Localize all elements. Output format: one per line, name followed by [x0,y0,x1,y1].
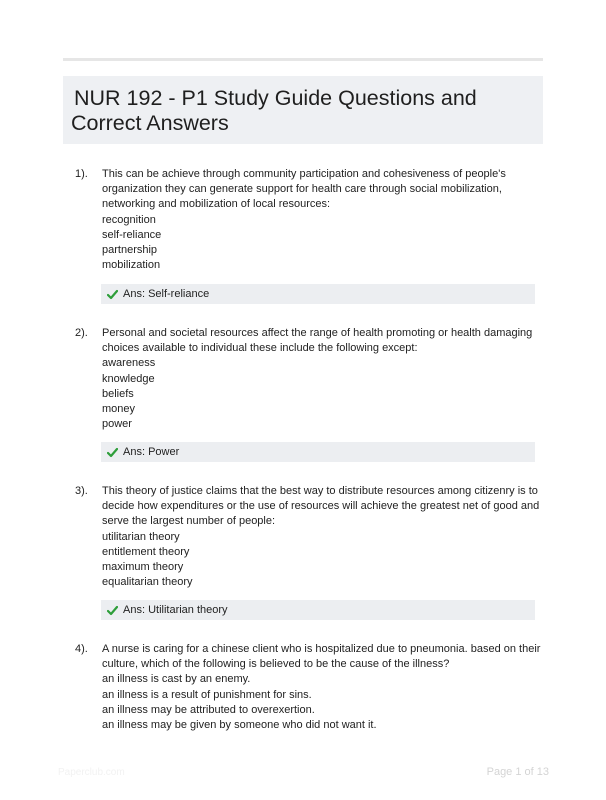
option: money [102,403,136,416]
option: partnership [102,244,158,257]
question-text: This theory of justice claims that the best way to distribute resources among citizenry is to decide how expenditures or the use of resources will achieve the greatest net of good and serve the largest number of people: [102,485,540,528]
answer-text: Ans: Self-reliance [123,288,210,300]
question-number: 2). [75,327,88,339]
answer-box [101,284,535,304]
footer-watermark: Paperclub.com [58,767,125,778]
page-indicator: Page 1 of 13 [486,766,549,778]
question-number: 3). [75,485,88,497]
answer-box [101,442,535,462]
question-text: This can be achieve through community participation and cohesiveness of people's organization they can generate support for health care through social mobilization, networking and mobilization of local resources: [102,168,506,211]
option: power [102,418,132,431]
option: an illness is cast by an enemy. [102,673,251,686]
check-icon [107,605,118,616]
answer-box [101,600,535,620]
option: awareness [102,357,156,370]
question-body [102,167,542,273]
question-number: 4). [75,643,88,655]
option: entitlement theory [102,545,190,558]
option: self-reliance [102,228,162,241]
check-icon [107,447,118,458]
option: beliefs [102,387,134,400]
option: an illness is a result of punishment for sins. [102,688,312,701]
option: maximum theory [102,561,184,574]
option: recognition [102,213,156,226]
page-title: NUR 192 - P1 Study Guide Questions and Correct Answers [71,86,477,135]
question-body [102,484,542,590]
answer-text: Ans: Power [123,446,180,458]
question-body [102,326,542,432]
option: utilitarian theory [102,530,180,543]
option: equalitarian theory [102,576,193,589]
question-body [102,642,542,733]
option: an illness may be given by someone who did not want it. [102,719,377,732]
answer-text: Ans: Utilitarian theory [123,604,228,616]
top-divider [63,58,543,61]
question-number: 1). [75,168,88,180]
question-text: Personal and societal resources affect the range of health promoting or health damaging choices available to individual these include the following except: [102,327,533,355]
question-text: A nurse is caring for a chinese client who is hospitalized due to pneumonia. based on their culture, which of the following is believed to be the cause of the illness? [102,643,541,671]
option: mobilization [102,259,161,272]
check-icon [107,289,118,300]
title-banner [63,76,543,144]
option: knowledge [102,372,155,385]
option: an illness may be attributed to overexertion. [102,703,315,716]
